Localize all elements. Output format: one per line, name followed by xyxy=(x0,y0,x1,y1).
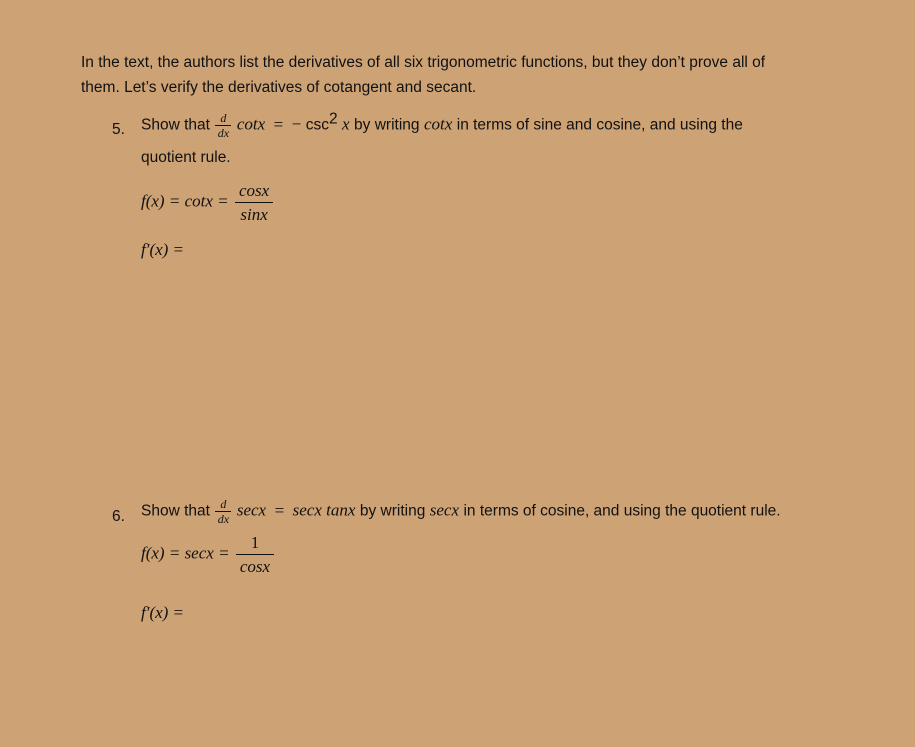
csc-exponent: 2 xyxy=(328,110,338,128)
equals-sign: = xyxy=(273,114,284,134)
d-label: d xyxy=(220,111,227,125)
cot-fraction-bar xyxy=(235,202,273,203)
d-label: d xyxy=(220,497,227,511)
csc-label: csc xyxy=(305,116,329,134)
sec-numerator: 1 xyxy=(250,533,260,552)
cot-function: cotx xyxy=(236,114,266,134)
sec-fraction-bar xyxy=(236,554,274,555)
dx-label: dx xyxy=(217,512,230,526)
cot-fraction xyxy=(235,182,273,223)
d-dx-fraction xyxy=(215,112,231,139)
problem-5-f-definition xyxy=(141,182,273,223)
problem-6-number: 6. xyxy=(112,508,125,525)
d-dx-fraction xyxy=(215,498,231,525)
problem-5-rest: in terms of sine and cosine, and using the xyxy=(456,116,743,134)
sec-function-inline: secx xyxy=(429,500,460,520)
intro-line-1: In the text, the authors list the derivatives of all six trigonometric functions, but they don’t prove all of xyxy=(81,54,766,71)
problem-5-f-prime: f′(x) = xyxy=(141,240,185,259)
sec-tan-product: secx tanx xyxy=(292,500,356,520)
cot-function-inline: cotx xyxy=(423,114,453,134)
show-that-label: Show that xyxy=(141,502,210,520)
problem-6-f-definition xyxy=(141,534,274,575)
f-def-label: f(x) = secx = xyxy=(141,543,230,563)
sec-denominator: cosx xyxy=(239,557,271,576)
problem-5-number: 5. xyxy=(112,121,125,138)
cot-numerator: cosx xyxy=(238,181,270,200)
sec-fraction xyxy=(236,534,274,575)
f-def-label: f(x) = cotx = xyxy=(141,191,229,211)
intro-line-2: them. Let’s verify the derivatives of cotangent and secant. xyxy=(81,79,477,96)
by-writing-label: by writing xyxy=(359,502,426,520)
equals-sign: = xyxy=(274,500,285,520)
csc-variable: x xyxy=(342,114,350,134)
sec-function: secx xyxy=(236,500,267,520)
cot-denominator: sinx xyxy=(240,205,268,224)
problem-5-statement xyxy=(141,112,743,139)
problem-5-line-2: quotient rule. xyxy=(141,149,231,166)
dx-label: dx xyxy=(217,126,230,140)
problem-6-statement xyxy=(141,498,781,525)
show-that-label: Show that xyxy=(141,116,210,134)
minus-sign: − xyxy=(291,114,302,134)
problem-6-rest: in terms of cosine, and using the quotient rule. xyxy=(463,502,781,520)
problem-6-f-prime: f′(x) = xyxy=(141,603,185,622)
by-writing-label: by writing xyxy=(354,116,420,134)
